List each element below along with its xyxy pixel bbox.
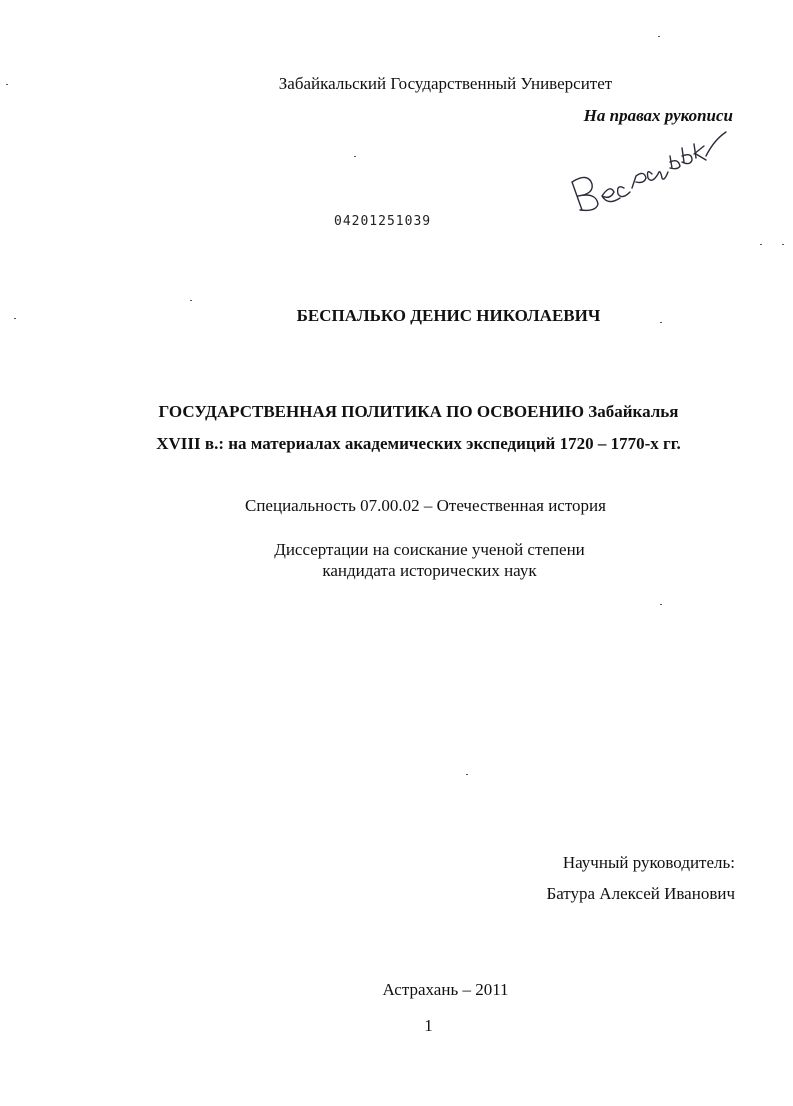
degree-line-1: Диссертации на соискание ученой степени: [274, 540, 585, 559]
scan-speck: [660, 604, 662, 605]
scan-speck: [6, 84, 8, 85]
handwritten-signature: [566, 118, 736, 218]
scan-speck: [658, 36, 660, 37]
scan-speck: [190, 300, 192, 301]
scan-speck: [354, 156, 356, 157]
degree-line-2: кандидата исторических наук: [322, 561, 537, 580]
scan-speck: [660, 322, 662, 323]
catalog-barcode-number: 04201251039: [334, 214, 432, 229]
city-year: Астрахань – 2011: [382, 980, 509, 999]
scan-speck: [14, 318, 16, 319]
dissertation-title-line-2: XVIII в.: на материалах академических экспедиций 1720 – 1770-х гг.: [156, 434, 681, 453]
university-name: Забайкальский Государственный Университет: [278, 74, 613, 93]
supervisor-name: Батура Алексей Иванович: [546, 884, 735, 903]
manuscript-rights-note: На правах рукописи: [583, 106, 733, 125]
supervisor-label: Научный руководитель:: [562, 853, 735, 872]
page-number: 1: [424, 1016, 433, 1035]
scan-speck: [466, 774, 468, 775]
specialty: Специальность 07.00.02 – Отечественная история: [245, 496, 606, 515]
dissertation-title-line-1: ГОСУДАРСТВЕННАЯ ПОЛИТИКА ПО ОСВОЕНИЮ Забайкалья: [158, 402, 679, 421]
scan-speck: [782, 244, 784, 245]
scan-speck: [760, 244, 762, 245]
author-name: БЕСПАЛЬКО ДЕНИС НИКОЛАЕВИЧ: [296, 306, 601, 325]
